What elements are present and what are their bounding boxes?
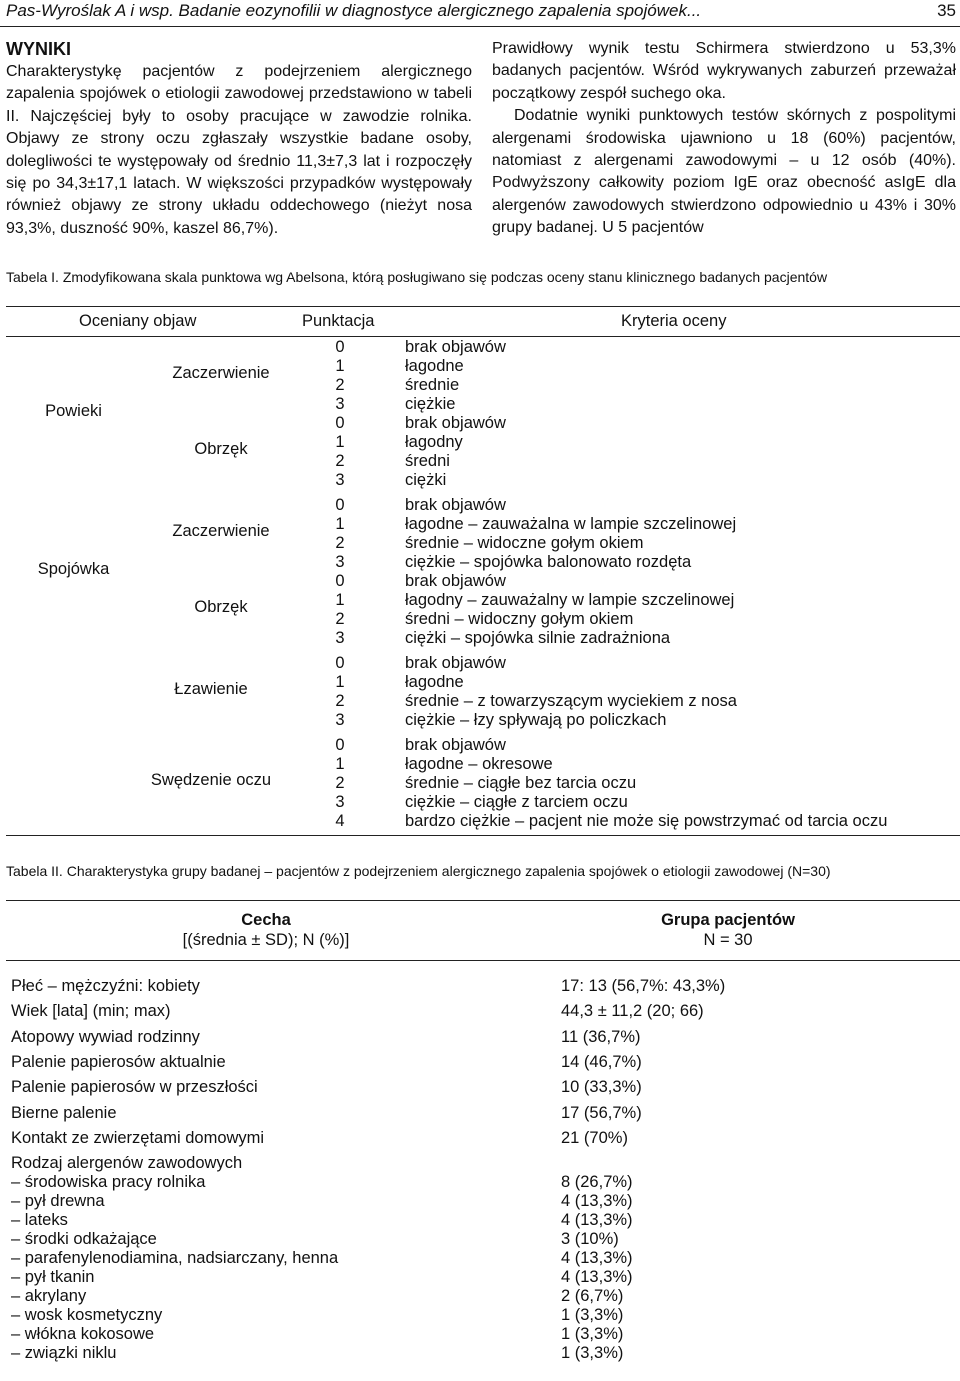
table2-caption: Tabela II. Charakterystyka grupy badanej – pacjentów z podejrzeniem alergicznego zapalenia spojówek o etiologii zawodowej (N=30) — [6, 863, 831, 879]
symptom-label: Spojówka — [37, 559, 110, 578]
subsymptom-label: Obrzęk — [194, 439, 248, 458]
allergen-value: 4 (13,3%) — [561, 1192, 633, 1211]
allergen-value: 8 (26,7%) — [561, 1173, 633, 1192]
allergen-label: – włókna kokosowe — [11, 1325, 155, 1344]
table1 — [6, 306, 960, 836]
allergen-value: 1 (3,3%) — [561, 1344, 624, 1363]
table1-header-symptom: Oceniany objaw — [79, 312, 197, 330]
score-value: 1 — [335, 433, 345, 451]
score-value: 1 — [335, 673, 345, 691]
table1-header-rule — [6, 336, 960, 337]
score-value: 0 — [335, 496, 345, 514]
feature-value: 10 (33,3%) — [561, 1078, 642, 1097]
score-value: 3 — [335, 629, 345, 647]
feature-value: 11 (36,7%) — [561, 1027, 641, 1046]
table2-header-feature-sub: [(średnia ± SD); N (%)] — [182, 931, 350, 949]
table1-caption: Tabela I. Zmodyfikowana skala punktowa wg Abelsona, którą posługiwano się podczas oceny stanu klinicznego badanych pacjentów — [6, 269, 828, 285]
score-value: 0 — [335, 572, 345, 590]
score-value: 3 — [335, 471, 345, 489]
score-value: 2 — [335, 376, 345, 394]
criteria-text: łagodne — [405, 357, 464, 375]
score-value: 0 — [335, 338, 345, 356]
score-value: 0 — [335, 414, 345, 432]
table1-header-criteria: Kryteria oceny — [621, 312, 727, 330]
allergen-label: – pył drewna — [11, 1192, 105, 1211]
feature-value: 21 (70%) — [561, 1128, 628, 1147]
score-value: 3 — [335, 395, 345, 413]
feature-value: 44,3 ± 11,2 (20; 66) — [561, 1002, 704, 1021]
score-value: 2 — [335, 774, 345, 792]
feature-label: Płeć – mężczyźni: kobiety — [11, 977, 200, 995]
subsymptom-label: Zaczerwienie — [172, 363, 270, 382]
running-header — [6, 0, 956, 22]
criteria-text: średnie – ciągłe bez tarcia oczu — [405, 774, 637, 792]
allergen-value: 4 (13,3%) — [561, 1211, 633, 1230]
allergen-label: – związki niklu — [11, 1344, 117, 1363]
criteria-text: średnie — [405, 376, 460, 394]
feature-value: 17 (56,7%) — [561, 1103, 642, 1122]
criteria-text: łagodne — [405, 673, 464, 691]
table1-top-rule — [6, 306, 960, 307]
criteria-text: ciężkie — [405, 395, 456, 413]
feature-label: Atopowy wywiad rodzinny — [11, 1027, 200, 1046]
criteria-text: ciężkie – ciągłe z tarciem oczu — [405, 793, 628, 811]
allergens-label: Rodzaj alergenów zawodowych — [11, 1154, 243, 1173]
table2-top-rule — [6, 900, 960, 901]
allergen-label: – pył tkanin — [11, 1268, 95, 1287]
criteria-text: łagodne – zauważalna w lampie szczelinowej — [405, 515, 737, 533]
allergen-label: – środowiska pracy rolnika — [11, 1173, 206, 1192]
symptom-label: Swędzenie oczu — [150, 771, 272, 789]
results-paragraph: Charakterystykę pacjentów z podejrzeniem alergicznego zapalenia spojówek o etiologii zawodowej przedstawiono w tabeli II. Najczęściej były to osoby pracujące w zawodzie rolnika. Objawy ze strony oczu zgłaszały wszystkie badane osoby, dolegliwości te występowały od średnio 11,3±7,3 lat i rozpoczęły się po 34,3±17,1 latach. W większości przypadków występowały również objawy ze strony układu oddechowego (nieżyt nosa 93,3%, duszność 90%, kaszel 86,7%). — [6, 63, 472, 237]
allergen-value: 1 (3,3%) — [561, 1306, 624, 1325]
symptom-label: Łzawienie — [174, 679, 248, 698]
feature-label: Palenie papierosów aktualnie — [11, 1052, 226, 1071]
allergen-value: 1 (3,3%) — [561, 1325, 624, 1344]
page-number: 35 — [937, 1, 956, 20]
criteria-text: łagodne – okresowe — [405, 755, 553, 773]
feature-label: Palenie papierosów w przeszłości — [11, 1078, 258, 1097]
score-value: 2 — [335, 534, 345, 552]
feature-label: Wiek [lata] (min; max) — [11, 1002, 171, 1021]
table1-bottom-rule — [6, 835, 960, 836]
criteria-text: brak objawów — [405, 572, 506, 590]
score-value: 2 — [335, 610, 345, 628]
criteria-text: średnie – z towarzyszącym wyciekiem z nosa — [405, 692, 737, 710]
table2-header-rule — [6, 960, 960, 961]
header-rule — [0, 26, 960, 27]
table2-header-group-title: Grupa pacjentów — [661, 911, 795, 929]
criteria-text: średnie – widoczne gołym okiem — [405, 534, 644, 552]
allergen-label: – lateks — [11, 1211, 68, 1230]
score-value: 0 — [335, 654, 345, 672]
criteria-text: brak objawów — [405, 736, 506, 754]
allergen-label: – wosk kosmetyczny — [11, 1306, 163, 1325]
table1-header-score: Punktacja — [302, 312, 375, 330]
criteria-text: bardzo ciężkie – pacjent nie może się powstrzymać od tarcia oczu — [405, 812, 888, 830]
criteria-text: średni — [405, 452, 450, 470]
table2-header-feature — [156, 910, 376, 950]
criteria-text: ciężkie – łzy spływają po policzkach — [405, 711, 667, 729]
feature-value: 17: 13 (56,7%: 43,3%) — [561, 977, 726, 995]
criteria-text: średni – widoczny gołym okiem — [405, 610, 634, 628]
criteria-text: ciężki – spojówka silnie zadrażniona — [405, 629, 671, 647]
allergen-value: 4 (13,3%) — [561, 1268, 633, 1287]
criteria-text: brak objawów — [405, 496, 506, 514]
section-heading-results: WYNIKI — [6, 39, 71, 59]
allergen-label: – akrylany — [11, 1287, 87, 1306]
criteria-text: ciężkie – spojówka balonowato rozdęta — [405, 553, 692, 571]
score-value: 1 — [335, 591, 345, 609]
score-value: 1 — [335, 357, 345, 375]
allergen-label: – środki odkażające — [11, 1230, 157, 1249]
table2-header-feature-title: Cecha — [241, 911, 291, 929]
score-value: 4 — [335, 812, 345, 830]
skin-test-paragraph: Dodatnie wyniki punktowych testów skórnych z pospolitymi alergenami środowiska ujawniono u 18 (60%) pacjentów, natomiast z alergenami zawodowymi – u 12 osób (40%). Podwyższony całkowity poziom IgE oraz obecność asIgE dla alergenów zawodowych stwierdzono odpowiednio u 43% i 30% grupy badanej. U 5 pacjentów — [492, 107, 956, 237]
score-value: 1 — [335, 515, 345, 533]
running-title: Pas-Wyroślak A i wsp. Badanie eozynofilii w diagnostyce alergicznego zapalenia spojówek... — [6, 1, 702, 20]
feature-label: Kontakt ze zwierzętami domowymi — [11, 1128, 265, 1147]
allergen-label: – parafenylenodiamina, nadsiarczany, henna — [11, 1249, 339, 1268]
table2-header-group-sub: N = 30 — [703, 931, 753, 949]
score-value: 2 — [335, 692, 345, 710]
feature-value: 14 (46,7%) — [561, 1052, 642, 1071]
left-column — [6, 38, 472, 240]
allergen-value: 3 (10%) — [561, 1230, 619, 1249]
score-value: 3 — [335, 711, 345, 729]
score-value: 2 — [335, 452, 345, 470]
subsymptom-label: Obrzęk — [194, 597, 248, 616]
criteria-text: ciężki — [405, 471, 447, 489]
right-column — [492, 38, 956, 240]
criteria-text: brak objawów — [405, 654, 506, 672]
allergen-value: 4 (13,3%) — [561, 1249, 633, 1268]
symptom-label: Powieki — [45, 401, 102, 420]
feature-label: Bierne palenie — [11, 1103, 117, 1122]
score-value: 1 — [335, 755, 345, 773]
schirmer-paragraph: Prawidłowy wynik testu Schirmera stwierdzono u 53,3% badanych pacjentów. Wśród wykrywanych zaburzeń przeważał początkowy zespół suchego oka. — [492, 40, 956, 102]
score-value: 3 — [335, 553, 345, 571]
score-value: 3 — [335, 793, 345, 811]
criteria-text: brak objawów — [405, 338, 506, 356]
table2 — [6, 900, 960, 1370]
allergen-value: 2 (6,7%) — [561, 1287, 624, 1306]
criteria-text: łagodny – zauważalny w lampie szczelinowej — [405, 591, 735, 609]
subsymptom-label: Zaczerwienie — [172, 521, 270, 540]
score-value: 0 — [335, 736, 345, 754]
criteria-text: brak objawów — [405, 414, 506, 432]
criteria-text: łagodny — [405, 433, 463, 451]
table2-header-group — [618, 910, 838, 950]
